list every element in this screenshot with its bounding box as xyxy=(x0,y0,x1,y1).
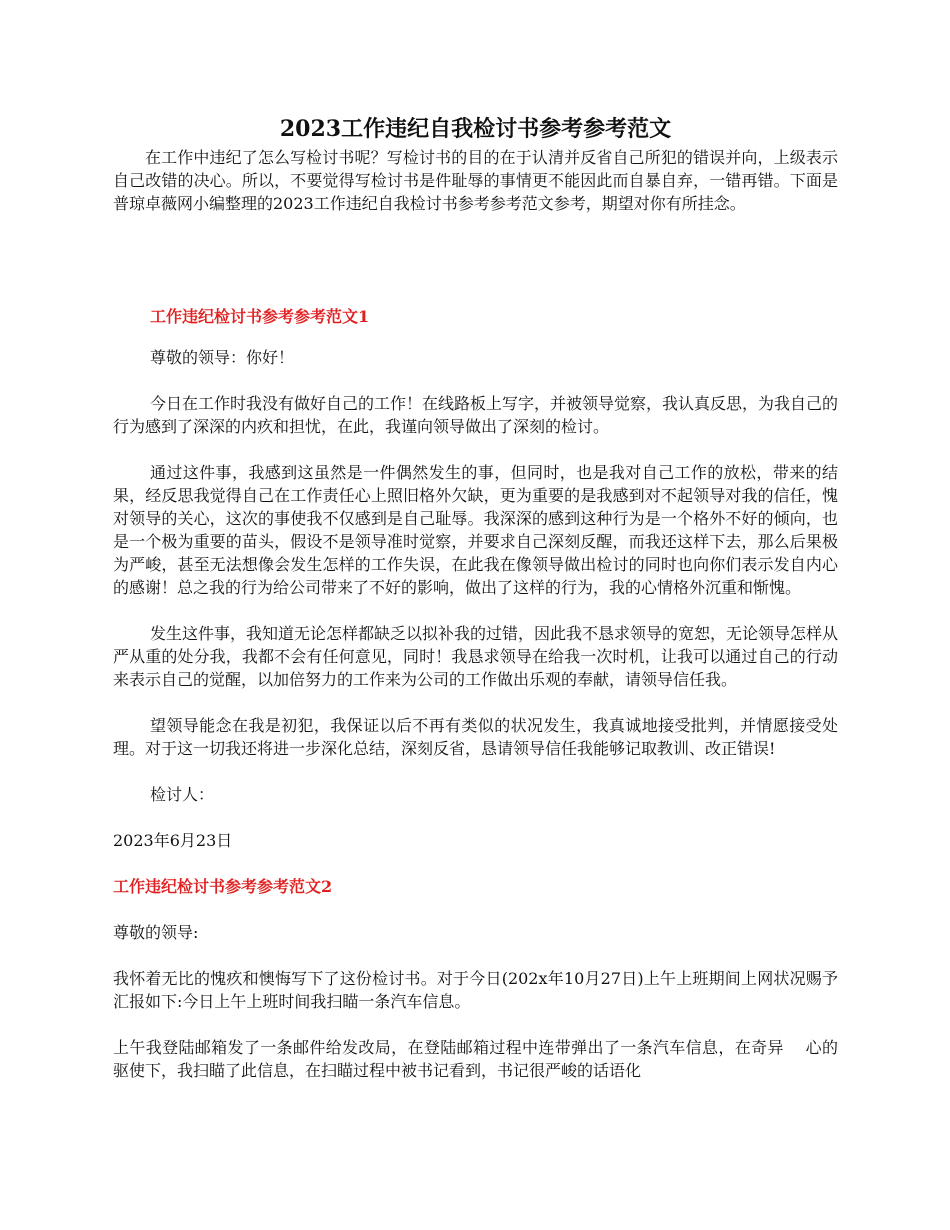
document-page xyxy=(113,112,838,1082)
section1-signer: 检讨人： xyxy=(150,785,215,804)
section2-paragraph-1: 我怀着无比的愧疚和懊悔写下了这份检讨书。对于今日(202x年10月27日)上午上班期间上网状况赐予汇报如下:今日上午上班时间我扫瞄一条汽车信息。 xyxy=(113,969,838,1011)
section1-paragraph-1: 今日在工作时我没有做好自己的工作！在线路板上写字，并被领导觉察，我认真反思，为我自己的行为感到了深深的内疚和担忧，在此，我谨向领导做出了深刻的检讨。 xyxy=(113,394,839,436)
section2-greeting: 尊敬的领导: xyxy=(113,923,199,942)
section1-paragraph-2: 通过这件事，我感到这虽然是一件偶然发生的事，但同时，也是我对自己工作的放松，带来的结果，经反思我觉得自己在工作责任心上照旧格外欠缺，更为重要的是我感到对不起领导对我的信任，愧对领导的关心，这次的事使我不仅感到是自己耻辱。我深深的感到这种行为是一个格外不好的倾向，也是一个极为重要的苗头，假设不是领导准时觉察，并要求自己深刻反醒，而我还这样下去，那么后果极为严峻，甚至无法想像会发生怎样的工作失误，在此我在像领导做出检讨的同时也向你们表示发自内心的感谢！总之我的行为给公司带来了不好的影响，做出了这样的行为，我的心情格外沉重和惭愧。 xyxy=(113,463,838,597)
intro-paragraph: 在工作中违纪了怎么写检讨书呢？写检讨书的目的在于认清并反省自己所犯的错误并向，上级表示自己改错的决心。所以，不要觉得写检讨书是件耻辱的事情更不能因此而自暴自弃，一错再错。下面是普琼卓薇网小编整理的2023工作违纪自我检讨书参考参考范文参考，期望对你有所挂念。 xyxy=(113,148,838,213)
section2-heading: 工作违纪检讨书参考参考范文2 xyxy=(113,877,333,896)
section1-paragraph-4: 望领导能念在我是初犯，我保证以后不再有类似的状况发生，我真诚地接受批判，并情愿接受处理。对于这一切我还将进一步深化总结，深刻反省，恳请领导信任我能够记取教训、改正错误! xyxy=(113,716,838,758)
section1-date: 2023年6月23日 xyxy=(113,831,233,850)
section1-greeting: 尊敬的领导：你好！ xyxy=(150,348,295,367)
section1-paragraph-3: 发生这件事，我知道无论怎样都缺乏以拟补我的过错，因此我不恳求领导的宽恕，无论领导怎样从严从重的处分我，我都不会有任何意见，同时！我恳求领导在给我一次时机，让我可以通过自己的行动来表示自己的觉醒，以加倍努力的工作来为公司的工作做出乐观的奉献，请领导信任我。 xyxy=(113,624,839,689)
document-title: 2023工作违纪自我检讨书参考参考范文 xyxy=(279,116,672,142)
section1-heading: 工作违纪检讨书参考参考范文1 xyxy=(150,307,370,326)
section2-paragraph-2: 上午我登陆邮箱发了一条邮件给发改局，在登陆邮箱过程中连带弹出了一条汽车信息，在奇异 心的驱使下，我扫瞄了此信息，在扫瞄过程中被书记看到，书记很严峻的话语化 xyxy=(113,1038,838,1080)
